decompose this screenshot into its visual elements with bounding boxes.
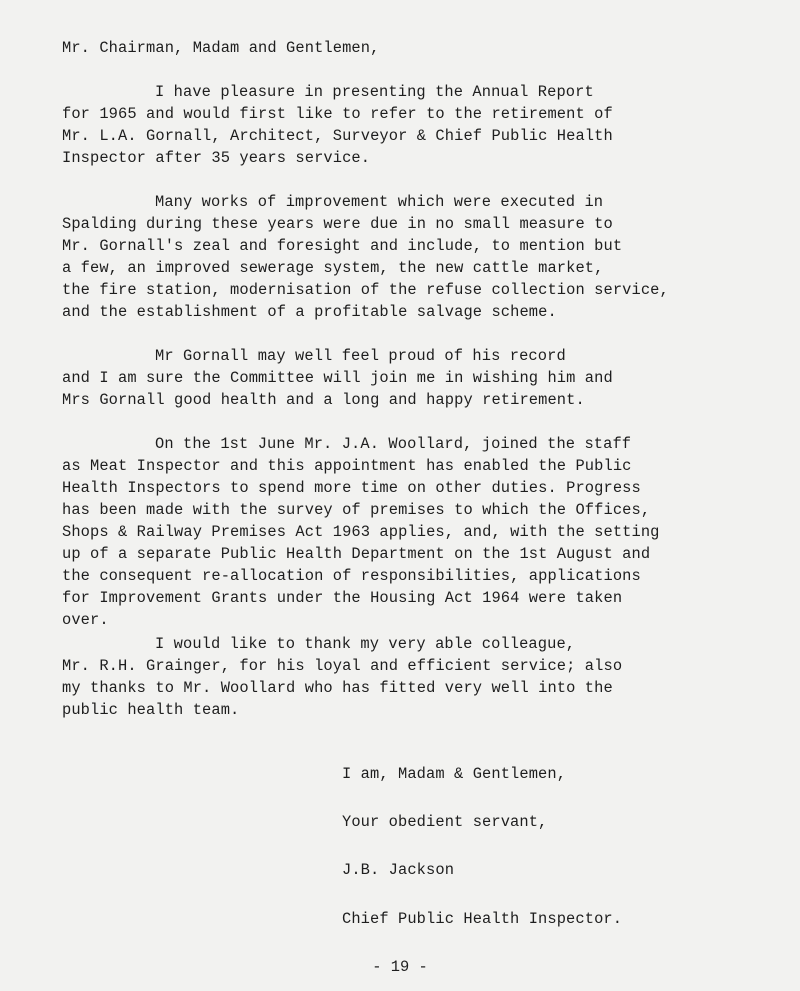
paragraph-line: Mrs Gornall good health and a long and happy retirement. [62, 391, 585, 409]
paragraph-line: a few, an improved sewerage system, the new cattle market, [62, 259, 604, 277]
paragraph-line: my thanks to Mr. Woollard who has fitted very well into the [62, 679, 613, 697]
signatory-title: Chief Public Health Inspector. [342, 910, 623, 928]
paragraph-line: Many works of improvement which were executed in [155, 193, 604, 211]
paragraph-line: Mr. R.H. Grainger, for his loyal and efficient service; also [62, 657, 623, 675]
paragraph-line: and the establishment of a profitable salvage scheme. [62, 303, 557, 321]
page-number: - 19 - [372, 958, 428, 976]
paragraph-line: Shops & Railway Premises Act 1963 applies, and, with the setting [62, 523, 660, 541]
paragraph-line: up of a separate Public Health Department on the 1st August and [62, 545, 651, 563]
paragraph-line: the consequent re-allocation of responsibilities, applications [62, 567, 641, 585]
paragraph-line: Spalding during these years were due in no small measure to [62, 215, 613, 233]
paragraph-line: Health Inspectors to spend more time on other duties. Progress [62, 479, 641, 497]
paragraph-line: Mr Gornall may well feel proud of his record [155, 347, 566, 365]
paragraph-line: public health team. [62, 701, 240, 719]
valediction: Your obedient servant, [342, 813, 548, 831]
paragraph-line: and I am sure the Committee will join me in wishing him and [62, 369, 613, 387]
paragraph-line: Mr. L.A. Gornall, Architect, Surveyor & Chief Public Health [62, 127, 613, 145]
paragraph-line: I would like to thank my very able colleague, [155, 635, 576, 653]
paragraph-line: as Meat Inspector and this appointment has enabled the Public [62, 457, 632, 475]
paragraph-line: Mr. Gornall's zeal and foresight and include, to mention but [62, 237, 623, 255]
signatory-name: J.B. Jackson [342, 861, 455, 879]
paragraph-line: the fire station, modernisation of the refuse collection service, [62, 281, 669, 299]
paragraph-line: over. [62, 611, 109, 629]
closing-greeting: I am, Madam & Gentlemen, [342, 765, 567, 783]
salutation: Mr. Chairman, Madam and Gentlemen, [62, 39, 380, 57]
paragraph-line: has been made with the survey of premises to which the Offices, [62, 501, 651, 519]
paragraph-line: for Improvement Grants under the Housing Act 1964 were taken [62, 589, 623, 607]
paragraph-line: for 1965 and would first like to refer to the retirement of [62, 105, 613, 123]
paragraph-line: On the 1st June Mr. J.A. Woollard, joined the staff [155, 435, 632, 453]
paragraph-line: I have pleasure in presenting the Annual Report [155, 83, 594, 101]
paragraph-line: Inspector after 35 years service. [62, 149, 371, 167]
